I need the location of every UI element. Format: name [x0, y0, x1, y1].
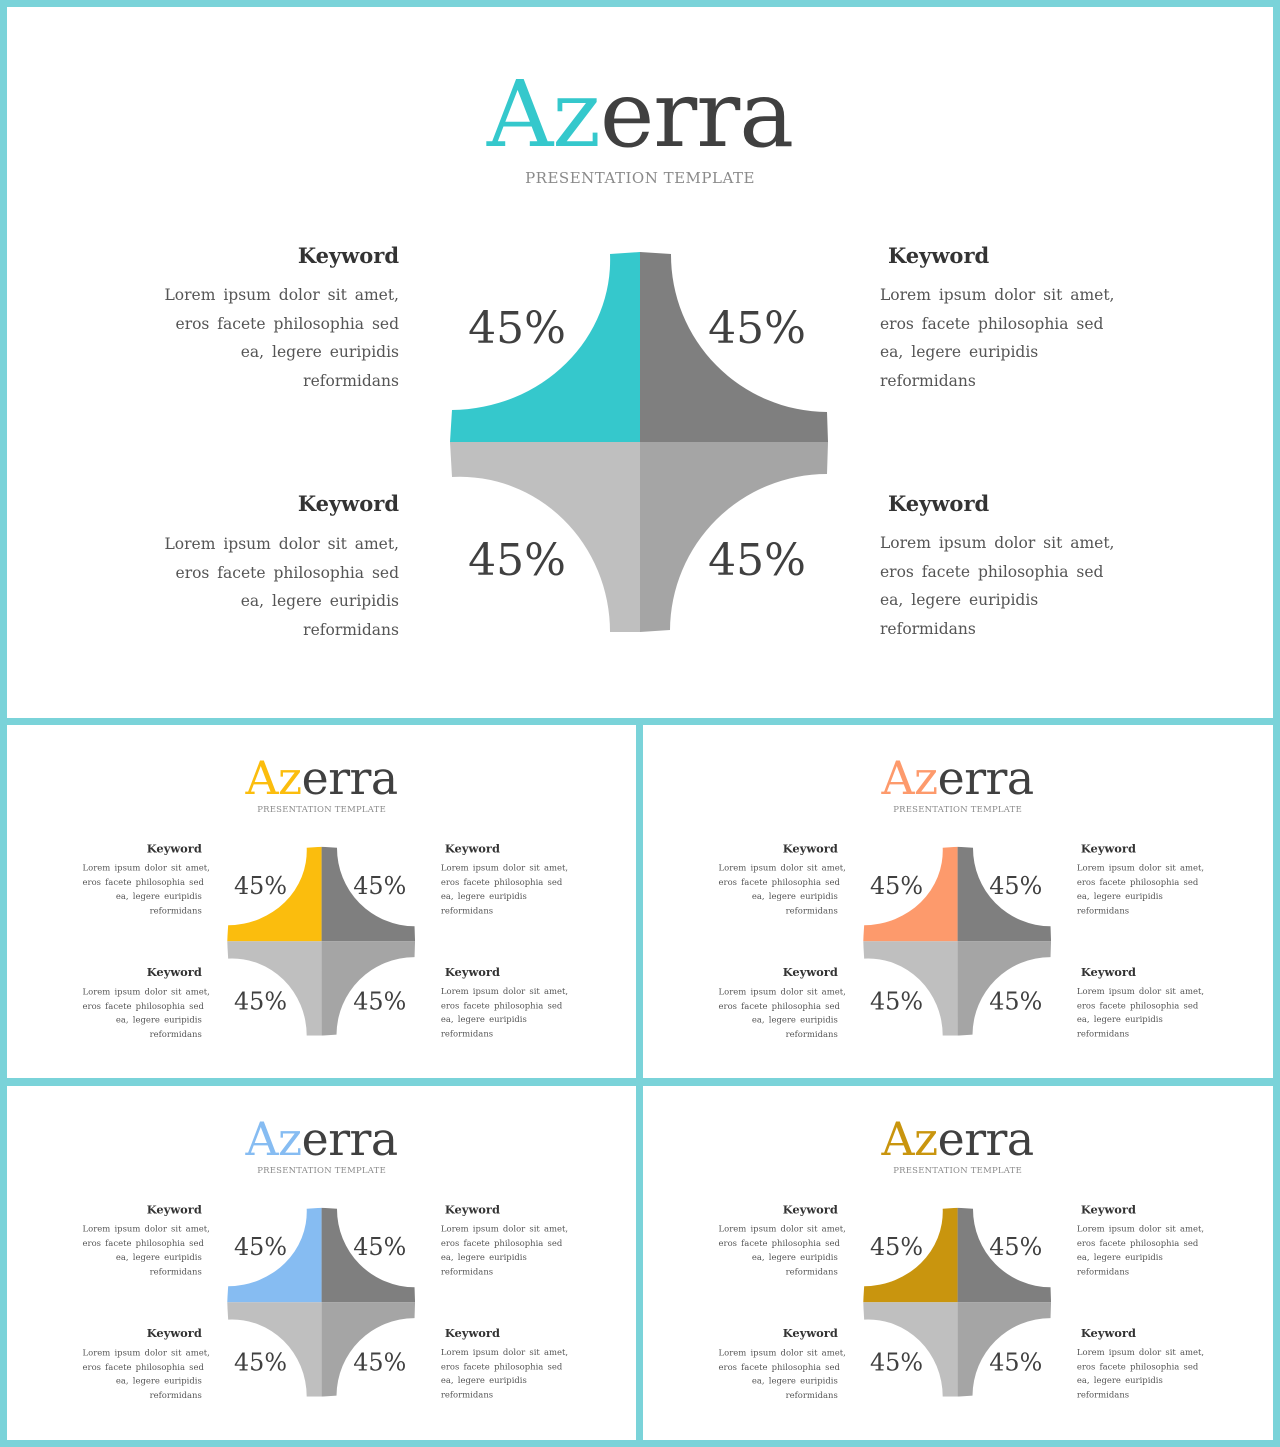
description-line: eros facete philosophia sed: [440, 1361, 563, 1372]
description-line: ea, legere euripidis: [115, 1376, 202, 1387]
keyword-description-bottom-right: [1076, 1345, 1205, 1402]
description-line: ea, legere euripidis: [115, 1015, 202, 1026]
percent-label-top-right: 45%: [989, 1233, 1043, 1261]
description-line: eros facete philosophia sed: [718, 877, 840, 888]
description-line: ea, legere euripidis: [440, 1375, 527, 1386]
description-line: reformidans: [785, 905, 838, 916]
description-line: reformidans: [1076, 1266, 1130, 1277]
description-line: eros facete philosophia sed: [440, 1238, 563, 1249]
percent-label-top-right: 45%: [353, 872, 407, 900]
slide-title: [7, 61, 1273, 168]
description-line: ea, legere euripidis: [240, 343, 399, 361]
description-line: ea, legere euripidis: [751, 1376, 838, 1387]
slide-canvas: [643, 725, 1272, 1078]
description-line: reformidans: [880, 619, 976, 638]
description-line: ea, legere euripidis: [440, 891, 527, 902]
description-line: reformidans: [440, 1028, 494, 1039]
description-line: eros facete philosophia sed: [82, 877, 204, 888]
description-line: eros facete philosophia sed: [718, 1001, 840, 1012]
percent-label-bottom-left: 45%: [869, 1348, 923, 1377]
keyword-heading-top-right: Keyword: [1080, 842, 1136, 856]
description-line: Lorem ipsum dolor sit amet,: [880, 286, 1115, 304]
description-line: Lorem ipsum dolor sit amet,: [1076, 863, 1205, 874]
keyword-heading-top-left: Keyword: [782, 1203, 838, 1217]
description-line: eros facete philosophia sed: [175, 314, 399, 333]
keyword-heading-bottom-left: Keyword: [297, 491, 399, 516]
slide-title: [643, 751, 1272, 806]
title-rest-text: erra: [301, 751, 398, 806]
keyword-heading-bottom-left: Keyword: [782, 965, 838, 979]
slide-canvas: [7, 1086, 636, 1439]
description-line: reformidans: [149, 905, 202, 916]
title-accent-text: Az: [881, 751, 938, 806]
description-line: Lorem ipsum dolor sit amet,: [82, 863, 210, 874]
keyword-heading-top-left: Keyword: [146, 1203, 202, 1217]
percent-label-bottom-right: 45%: [989, 987, 1043, 1016]
percent-label-top-right: 45%: [353, 1233, 407, 1261]
description-line: ea, legere euripidis: [880, 343, 1039, 361]
description-line: eros facete philosophia sed: [880, 314, 1104, 333]
percent-label-bottom-left: 45%: [869, 987, 923, 1016]
description-line: ea, legere euripidis: [240, 592, 399, 610]
keyword-description-top-right: [1076, 1222, 1205, 1279]
description-line: ea, legere euripidis: [751, 1015, 838, 1026]
keyword-description-top-right: [1076, 861, 1205, 918]
title-rest-text: erra: [301, 1112, 398, 1167]
percent-label-top-right: 45%: [989, 872, 1043, 900]
description-line: Lorem ipsum dolor sit amet,: [718, 986, 846, 997]
description-line: ea, legere euripidis: [440, 1014, 527, 1025]
keyword-heading-bottom-right: Keyword: [1080, 1326, 1136, 1340]
percent-label-top-right: 45%: [708, 303, 806, 354]
description-line: Lorem ipsum dolor sit amet,: [440, 863, 569, 874]
description-line: reformidans: [149, 1029, 202, 1040]
description-line: Lorem ipsum dolor sit amet,: [440, 1224, 569, 1235]
description-line: ea, legere euripidis: [751, 1252, 838, 1263]
description-line: eros facete philosophia sed: [82, 1001, 204, 1012]
keyword-description-bottom-right: [440, 984, 569, 1041]
keyword-description-top-left: [718, 1222, 846, 1279]
title-accent-text: Az: [245, 1112, 302, 1167]
description-line: reformidans: [1076, 1028, 1130, 1039]
description-line: ea, legere euripidis: [1076, 891, 1163, 902]
keyword-heading-top-right: Keyword: [888, 243, 990, 268]
percent-label-top-left: 45%: [233, 1233, 287, 1261]
keyword-description-top-left: [82, 1222, 210, 1279]
description-line: Lorem ipsum dolor sit amet,: [880, 534, 1115, 552]
description-line: ea, legere euripidis: [115, 1252, 202, 1263]
slide-variant-thumbnail[interactable]: [7, 725, 636, 1078]
keyword-description-top-right: [880, 281, 1120, 395]
slide-canvas: [7, 725, 636, 1078]
description-line: Lorem ipsum dolor sit amet,: [1076, 1224, 1205, 1235]
percent-label-bottom-right: 45%: [708, 535, 806, 586]
description-line: Lorem ipsum dolor sit amet,: [440, 1347, 569, 1358]
keyword-heading-bottom-left: Keyword: [782, 1326, 838, 1340]
title-rest-text: erra: [937, 1112, 1034, 1167]
slide-subtitle: PRESENTATION TEMPLATE: [257, 804, 386, 815]
keyword-description-bottom-right: [1076, 984, 1205, 1041]
percent-label-bottom-left: 45%: [233, 1348, 287, 1377]
keyword-description-top-right: [440, 861, 569, 918]
description-line: reformidans: [303, 620, 399, 639]
keyword-description-bottom-left: [82, 1346, 210, 1403]
keyword-description-bottom-left: [82, 985, 210, 1042]
slide-title: [7, 751, 636, 806]
percent-label-top-left: 45%: [233, 872, 287, 900]
description-line: reformidans: [149, 1390, 202, 1401]
description-line: ea, legere euripidis: [751, 891, 838, 902]
slide-subtitle: PRESENTATION TEMPLATE: [893, 804, 1022, 815]
slide-title: [643, 1112, 1272, 1167]
description-line: Lorem ipsum dolor sit amet,: [440, 986, 569, 997]
description-line: eros facete philosophia sed: [82, 1362, 204, 1373]
keyword-heading-bottom-right: Keyword: [444, 1326, 500, 1340]
keyword-heading-bottom-right: Keyword: [888, 491, 990, 516]
title-accent-text: Az: [245, 751, 302, 806]
description-line: eros facete philosophia sed: [1076, 1238, 1199, 1249]
description-line: ea, legere euripidis: [880, 591, 1039, 609]
description-line: ea, legere euripidis: [1076, 1014, 1163, 1025]
keyword-heading-top-right: Keyword: [1080, 1203, 1136, 1217]
percent-label-bottom-right: 45%: [353, 1348, 407, 1377]
percent-label-bottom-right: 45%: [989, 1348, 1043, 1377]
description-line: Lorem ipsum dolor sit amet,: [82, 986, 210, 997]
description-line: ea, legere euripidis: [115, 891, 202, 902]
description-line: eros facete philosophia sed: [440, 1000, 563, 1011]
description-line: reformidans: [785, 1029, 838, 1040]
description-line: ea, legere euripidis: [440, 1252, 527, 1263]
title-rest-text: erra: [599, 61, 794, 168]
keyword-description-bottom-left: [718, 1346, 846, 1403]
percent-label-bottom-right: 45%: [353, 987, 407, 1016]
keyword-description-bottom-right: [440, 1345, 569, 1402]
keyword-heading-top-left: Keyword: [782, 842, 838, 856]
keyword-heading-bottom-left: Keyword: [146, 1326, 202, 1340]
description-line: eros facete philosophia sed: [718, 1362, 840, 1373]
description-line: Lorem ipsum dolor sit amet,: [718, 1347, 846, 1358]
description-line: reformidans: [785, 1266, 838, 1277]
slide-canvas: [7, 7, 1273, 718]
slide-subtitle: PRESENTATION TEMPLATE: [257, 1165, 386, 1176]
keyword-description-top-right: [440, 1222, 569, 1279]
keyword-heading-top-left: Keyword: [297, 243, 399, 268]
description-line: reformidans: [1076, 905, 1130, 916]
keyword-heading-bottom-right: Keyword: [444, 965, 500, 979]
percent-label-bottom-left: 45%: [233, 987, 287, 1016]
percent-label-top-left: 45%: [869, 872, 923, 900]
slide-variant-thumbnail[interactable]: [643, 1086, 1273, 1440]
keyword-description-bottom-right: [880, 529, 1120, 643]
description-line: Lorem ipsum dolor sit amet,: [718, 863, 846, 874]
description-line: ea, legere euripidis: [1076, 1252, 1163, 1263]
description-line: eros facete philosophia sed: [175, 563, 399, 582]
title-accent-text: Az: [881, 1112, 938, 1167]
keyword-heading-top-left: Keyword: [146, 842, 202, 856]
description-line: eros facete philosophia sed: [1076, 1000, 1199, 1011]
slide-variant-thumbnail[interactable]: [643, 725, 1273, 1078]
keyword-heading-top-right: Keyword: [444, 842, 500, 856]
description-line: eros facete philosophia sed: [1076, 877, 1199, 888]
description-line: reformidans: [149, 1266, 202, 1277]
title-accent-text: Az: [486, 61, 600, 168]
keyword-description-bottom-left: [718, 985, 846, 1042]
description-line: Lorem ipsum dolor sit amet,: [164, 535, 399, 553]
main-slide-preview: [7, 7, 1273, 718]
description-line: Lorem ipsum dolor sit amet,: [718, 1224, 846, 1235]
slide-title: [7, 1112, 636, 1167]
description-line: reformidans: [785, 1390, 838, 1401]
title-rest-text: erra: [937, 751, 1034, 806]
description-line: Lorem ipsum dolor sit amet,: [1076, 986, 1205, 997]
keyword-description-bottom-left: [159, 530, 399, 644]
description-line: reformidans: [440, 1389, 494, 1400]
description-line: eros facete philosophia sed: [718, 1238, 840, 1249]
description-line: eros facete philosophia sed: [1076, 1361, 1199, 1372]
keyword-heading-bottom-right: Keyword: [1080, 965, 1136, 979]
description-line: reformidans: [440, 1266, 494, 1277]
description-line: eros facete philosophia sed: [880, 562, 1104, 581]
keyword-heading-bottom-left: Keyword: [146, 965, 202, 979]
description-line: reformidans: [440, 905, 494, 916]
description-line: reformidans: [880, 371, 976, 390]
percent-label-bottom-left: 45%: [468, 535, 566, 586]
keyword-description-top-left: [718, 861, 846, 918]
slide-subtitle: PRESENTATION TEMPLATE: [893, 1165, 1022, 1176]
description-line: reformidans: [303, 371, 399, 390]
keyword-heading-top-right: Keyword: [444, 1203, 500, 1217]
description-line: ea, legere euripidis: [1076, 1375, 1163, 1386]
description-line: Lorem ipsum dolor sit amet,: [82, 1347, 210, 1358]
description-line: Lorem ipsum dolor sit amet,: [164, 286, 399, 304]
slide-subtitle: PRESENTATION TEMPLATE: [525, 169, 755, 187]
description-line: Lorem ipsum dolor sit amet,: [82, 1224, 210, 1235]
description-line: reformidans: [1076, 1389, 1130, 1400]
description-line: eros facete philosophia sed: [82, 1238, 204, 1249]
description-line: eros facete philosophia sed: [440, 877, 563, 888]
keyword-description-top-left: [82, 861, 210, 918]
percent-label-top-left: 45%: [869, 1233, 923, 1261]
keyword-description-top-left: [159, 281, 399, 395]
percent-label-top-left: 45%: [468, 303, 566, 354]
slide-variant-thumbnail[interactable]: [7, 1086, 636, 1440]
slide-canvas: [643, 1086, 1272, 1439]
description-line: Lorem ipsum dolor sit amet,: [1076, 1347, 1205, 1358]
